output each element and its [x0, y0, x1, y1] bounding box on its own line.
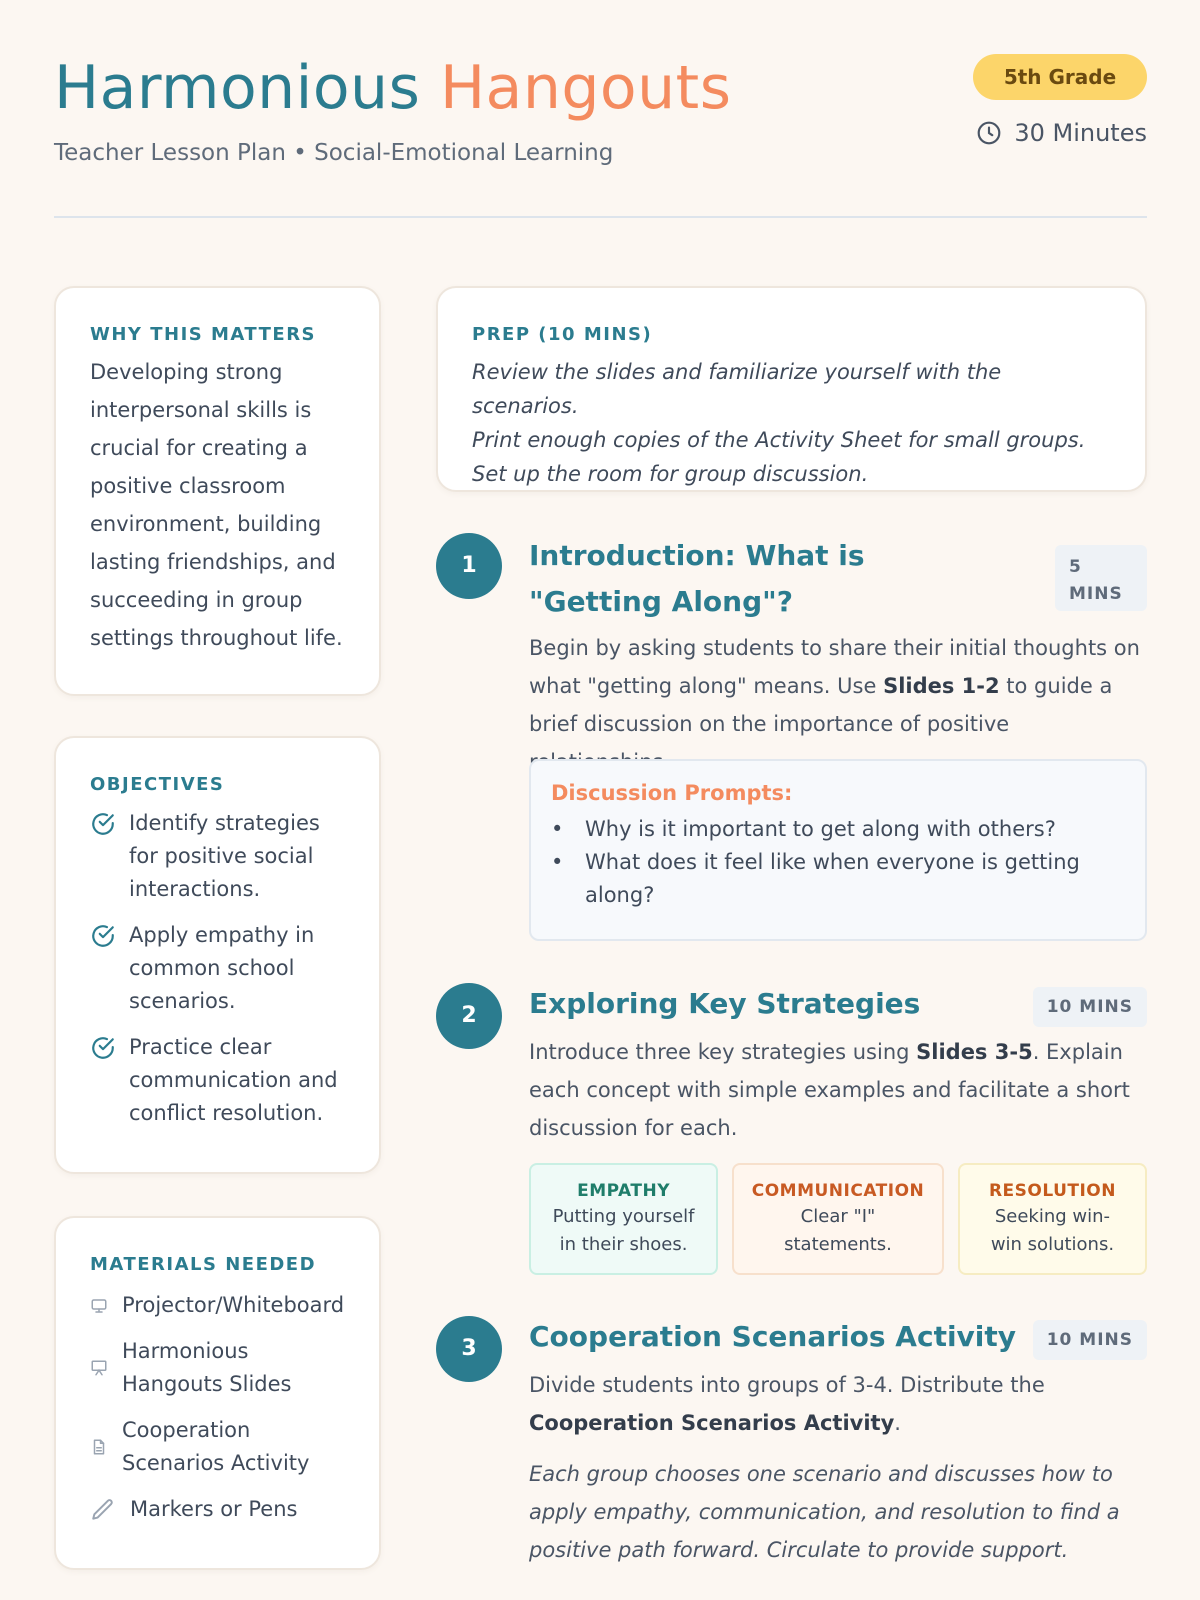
document-icon: [90, 1438, 108, 1456]
step-title: Introduction: What is "Getting Along"?: [529, 539, 865, 618]
objectives-label: OBJECTIVES: [90, 774, 225, 795]
material-label: Harmonious Hangouts Slides: [122, 1339, 292, 1396]
check-circle-icon: [90, 1035, 116, 1061]
objective-text: Practice clear communication and conflict resolution.: [129, 1035, 338, 1125]
materials-label: MATERIALS NEEDED: [90, 1254, 317, 1275]
step-text: Divide students into groups of 3-4. Distribute the: [529, 1373, 1045, 1397]
strategy-text: Clear "I" statements.: [784, 1206, 892, 1255]
prompts-list: [551, 813, 1125, 912]
list-item: • What does it feel like when everyone is getting along?: [551, 846, 1125, 912]
step-text-bold: Slides 1-2: [883, 674, 1000, 698]
strategy-resolution: [958, 1163, 1147, 1275]
materials-list: [90, 1289, 345, 1526]
step-number: 3: [436, 1316, 502, 1382]
material-label: Markers or Pens: [130, 1497, 298, 1521]
strategy-boxes: [529, 1163, 1147, 1275]
step-duration: 10 MINS: [1033, 987, 1147, 1027]
strategy-name: EMPATHY: [577, 1181, 671, 1201]
objective-text: Identify strategies for positive social interactions.: [129, 811, 320, 901]
duration-text: 30 Minutes: [1014, 119, 1147, 147]
pencil-icon: [90, 1497, 116, 1523]
list-item: [90, 1414, 345, 1480]
list-item: [90, 1289, 345, 1322]
step-text: .: [894, 1411, 901, 1435]
prep-label: PREP (10 MINS): [472, 324, 653, 345]
step-duration: [1055, 545, 1147, 611]
page-title: [54, 53, 732, 123]
grade-badge: 5th Grade: [973, 54, 1147, 100]
list-item: [90, 1031, 345, 1130]
duration: [976, 116, 1147, 150]
discussion-prompts: [529, 759, 1147, 941]
prep-lines: [472, 355, 1111, 491]
strategy-communication: [732, 1163, 944, 1275]
prep-line: Review the slides and familiarize yourself with the scenarios.: [472, 360, 1002, 418]
objectives-card: [54, 736, 381, 1174]
step-text: Introduce three key strategies using: [529, 1040, 917, 1064]
list-item: [90, 919, 345, 1018]
strategy-text: Seeking win-win solutions.: [990, 1206, 1115, 1255]
objective-text: Apply empathy in common school scenarios.: [129, 923, 315, 1013]
step-title: Exploring Key Strategies: [529, 987, 921, 1020]
why-label: WHY THIS MATTERS: [90, 324, 317, 345]
check-circle-icon: [90, 923, 116, 949]
presentation-icon: [90, 1359, 108, 1377]
step-duration-unit: MINS: [1069, 584, 1123, 604]
prep-card: [436, 286, 1147, 492]
header: [54, 48, 1147, 218]
step-number: 1: [436, 533, 502, 599]
step-description: [529, 1366, 1147, 1442]
step-text: Begin by asking students to share their initial thoughts on what "getting along" means. Use: [529, 636, 1140, 698]
step-text: to guide a brief discussion on the importance of positive: [529, 674, 1113, 736]
list-item: [90, 1335, 345, 1401]
step-duration-value: 5: [1069, 557, 1082, 577]
monitor-icon: [90, 1297, 108, 1315]
prep-line: Set up the room for group discussion.: [472, 462, 869, 486]
why-text: Developing strong interpersonal skills is crucial for creating a positive classroom environment, building lasting friendships, and succeeding in group settings throughout life.: [90, 360, 343, 650]
clock-icon: [976, 120, 1002, 146]
step-3: [436, 1316, 1147, 1576]
list-item: [90, 807, 345, 906]
step-text-bold: Slides 3-5: [916, 1040, 1033, 1064]
step-text: . Explain each concept with simple examples and facilitate a short discussion for each.: [529, 1040, 1130, 1140]
step-description: [529, 1033, 1147, 1147]
lesson-plan-page: [54, 0, 1147, 1600]
step-title: Cooperation Scenarios Activity: [529, 1320, 1017, 1353]
list-item: • Why is it important to get along with others?: [551, 813, 1125, 846]
page-subtitle: Teacher Lesson Plan • Social-Emotional Learning: [54, 140, 614, 166]
strategy-name: COMMUNICATION: [751, 1181, 925, 1201]
objectives-list: [90, 807, 345, 1130]
material-label: Projector/Whiteboard: [122, 1293, 345, 1317]
step-1: [436, 533, 1147, 943]
why-this-matters-card: [54, 286, 381, 696]
materials-card: [54, 1216, 381, 1570]
activity-note: Each group chooses one scenario and discusses how to apply empathy, communication, and resolution to find a positive path forward. Circulate to provide support.: [529, 1462, 1120, 1562]
check-circle-icon: [90, 811, 116, 837]
title-part-1: Harmonious: [54, 53, 421, 123]
strategy-name: RESOLUTION: [988, 1181, 1116, 1201]
list-item: [90, 1493, 345, 1526]
prep-line: Print enough copies of the Activity Sheet for small groups.: [472, 428, 1086, 452]
discussion-prompts-header: Discussion Prompts:: [551, 781, 793, 805]
material-label: Cooperation Scenarios Activity: [122, 1418, 310, 1475]
strategy-empathy: [529, 1163, 718, 1275]
step-2: [436, 983, 1147, 1273]
step-number: 2: [436, 983, 502, 1049]
strategy-text: Putting yourself in their shoes.: [552, 1206, 695, 1255]
step-duration: 10 MINS: [1033, 1320, 1147, 1360]
title-part-2: Hangouts: [439, 53, 732, 123]
step-text-bold: Cooperation Scenarios Activity: [529, 1411, 895, 1435]
